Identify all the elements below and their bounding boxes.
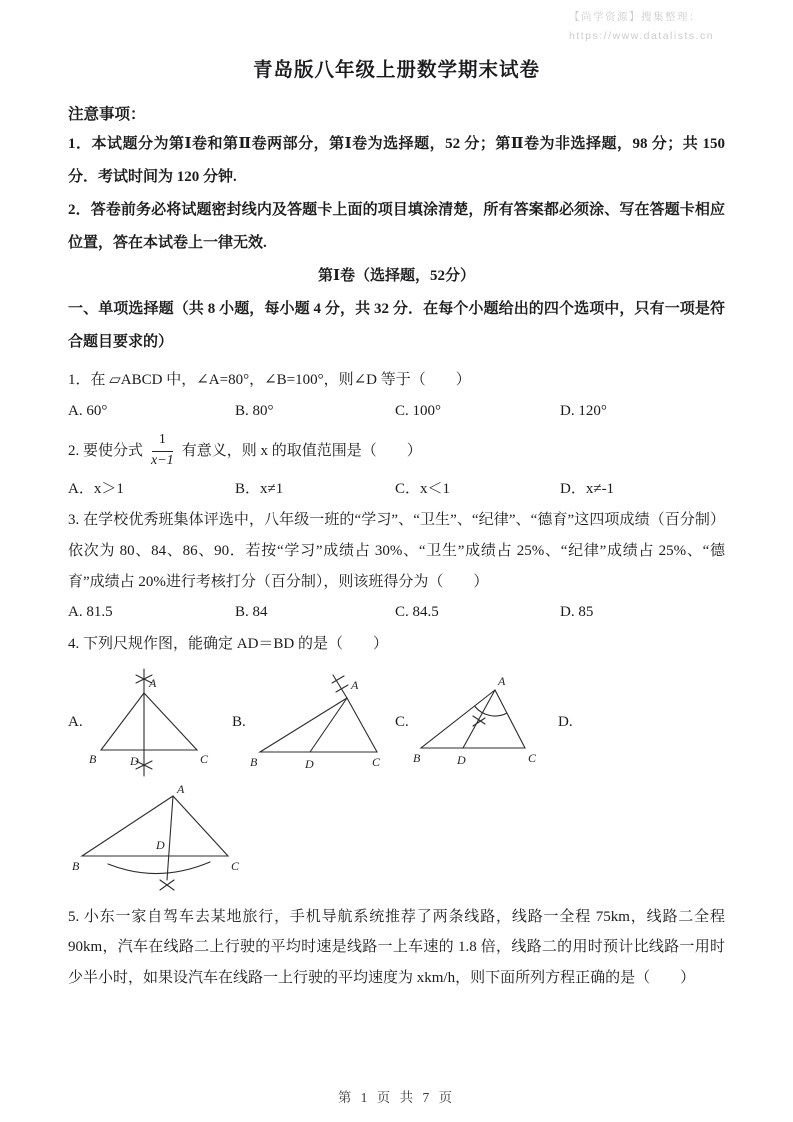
q2-option-b: B．x≠1 [235, 480, 284, 497]
question-5-text: 5. 小东一家自驾车去某地旅行，手机导航系统推荐了两条线路，线路一全程 75km，线路二全程 90km，汽车在线路二上行驶的平均时速是线路一上车速的 1.8 倍，线路二的用时预计比线路一用时少半小时，如果设汽车在线路一上行驶的平均速度为 xkm/h，则下面所列方程正确的是（ ） [68, 908, 725, 987]
question-3-options [68, 597, 725, 629]
vertex-d-label: D [304, 756, 314, 771]
vertex-a-label: A [148, 675, 156, 690]
q3-option-b: B. 84 [235, 604, 268, 621]
note-2: 2．答卷前务必将试题密封线内及答题卡上面的项目填涂清楚，所有答案都必须涂、写在答题卡相应位置，答在本试卷上一律无效. [68, 202, 725, 252]
vertex-d-label: D [156, 837, 165, 852]
q4-option-d-label: D. [558, 714, 573, 731]
q4-figure-b-cell [232, 672, 395, 774]
watermark-url: https://www.datalists.cn [569, 29, 715, 42]
page-footer: 第 1 页 共 7 页 [337, 1090, 456, 1105]
q4-figure-a-cell [68, 666, 232, 780]
q4-option-b-label: B. [232, 714, 246, 731]
q3-option-a: A. 81.5 [68, 604, 113, 621]
vertex-c-label: C [371, 754, 380, 769]
q2-option-d: D．x≠-1 [560, 480, 615, 497]
q1-option-a: A. 60° [68, 403, 108, 420]
vertex-c-label: C [199, 751, 208, 766]
page-title: 青岛版八年级上册数学期末试卷 [252, 60, 540, 81]
q4-figure-c-diagram [413, 674, 541, 772]
vertex-a-label: A [497, 673, 506, 688]
fraction [149, 431, 176, 469]
question-4-figures [68, 666, 725, 780]
q4-figure-c-cell [395, 674, 558, 772]
watermark [569, 8, 779, 46]
vertex-d-label: D [456, 752, 466, 767]
q2-option-a: A．x＞1 [68, 480, 124, 497]
fraction-numerator: 1 [152, 431, 173, 451]
q3-option-d: D. 85 [560, 604, 594, 621]
q2-option-c: C．x＜1 [395, 480, 451, 497]
q3-option-c: C. 84.5 [395, 604, 439, 621]
q4-figure-d-cell [558, 714, 577, 731]
q4-figure-a-diagram [87, 666, 211, 780]
fraction-denominator: x−1 [151, 452, 174, 468]
question-2-options [68, 474, 725, 506]
q1-option-c: C. 100° [395, 403, 442, 420]
q4-option-a-label: A. [68, 714, 83, 731]
part1-header: 一、单项选择题（共 8 小题，每小题 4 分，共 32 分．在每个小题给出的四个选项中，只有一项是符合题目要求的） [68, 301, 725, 351]
q2-text-prefix: 2. 要使分式 [68, 442, 144, 459]
vertex-c-label: C [231, 858, 240, 873]
question-2-text [68, 428, 725, 474]
question-4-text: 4. 下列尺规作图，能确定 AD＝BD 的是（ ） [68, 635, 389, 652]
q2-text-suffix: 有意义，则 x 的取值范围是（ ） [181, 442, 422, 459]
note-1: 1．本试题分为第Ⅰ卷和第Ⅱ卷两部分，第Ⅰ卷为选择题，52 分；第Ⅱ卷为非选择题，98 分；共 150 分．考试时间为 120 分钟. [68, 136, 725, 186]
watermark-source: 【尚学资源】搜集整理： [569, 11, 701, 23]
question-1-text: 1．在 ▱ABCD 中，∠A=80°，∠B=100°，则∠D 等于（ ） [68, 372, 471, 389]
section1-header: 第Ⅰ卷（选择题，52分） [317, 268, 476, 285]
question-1-options [68, 396, 725, 428]
vertex-a-label: A [177, 781, 185, 796]
q4-figure-b-diagram [250, 672, 388, 774]
q4-option-c-label: C. [395, 714, 409, 731]
vertex-b-label: B [72, 858, 80, 873]
q4-figure-d-wrap [70, 782, 725, 896]
q1-option-d: D. 120° [560, 403, 607, 420]
q4-figure-d-diagram [70, 782, 240, 896]
vertex-b-label: B [412, 750, 421, 765]
notes-header: 注意事项： [68, 106, 146, 123]
vertex-d-label: D [129, 753, 139, 768]
vertex-c-label: C [527, 750, 536, 765]
q1-option-b: B. 80° [235, 403, 274, 420]
vertex-a-label: A [350, 677, 359, 692]
vertex-b-label: B [249, 754, 258, 769]
vertex-b-label: B [88, 751, 96, 766]
question-3-text: 3. 在学校优秀班集体评选中，八年级一班的“学习”、“卫生”、“纪律”、“德育”这四项成绩（百分制）依次为 80、84、86、90．若按“学习”成绩占 30%、“卫生”成绩占 25%、“纪律”成绩占 25%、“德育”成绩占 20%进行考核打分（百分制），则该班得分为（ ） [68, 512, 725, 590]
